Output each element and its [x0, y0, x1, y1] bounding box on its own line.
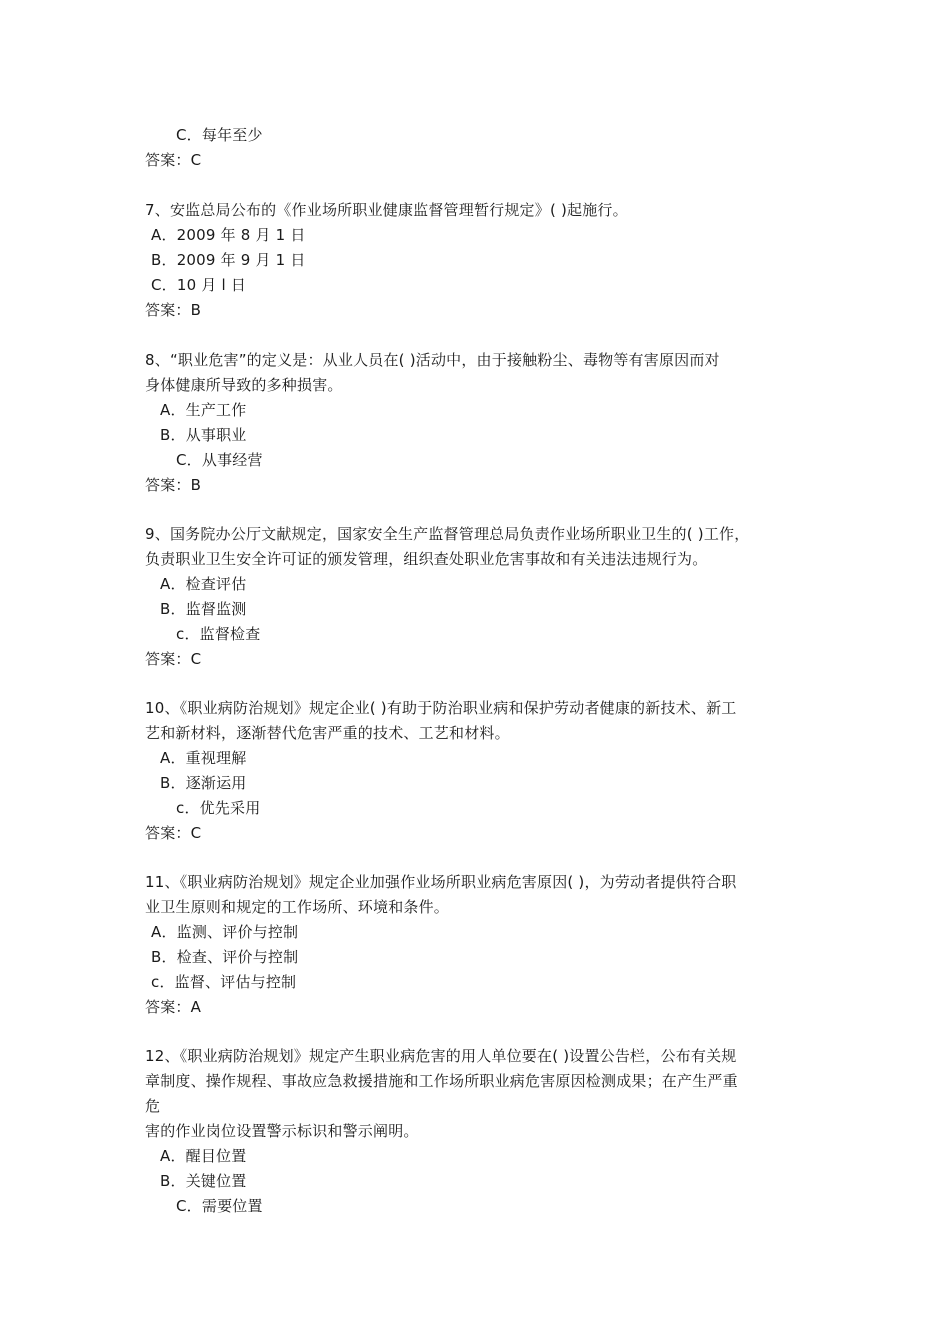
question-stem: 8、“职业危害”的定义是：从业人员在( )活动中，由于接触粉尘、毒物等有害原因而对	[145, 351, 720, 369]
option-a: A．2009 年 8 月 1 日	[151, 226, 306, 244]
question-stem: 章制度、操作规程、事故应急救援措施和工作场所职业病危害原因检测成果；在产生严重	[145, 1072, 738, 1090]
question-stem: 危	[145, 1097, 161, 1115]
option-c: c．监督、评估与控制	[151, 973, 297, 991]
question-stem: 11、《职业病防治规划》规定企业加强作业场所职业病危害原因( )，为劳动者提供符合职	[145, 873, 737, 891]
question-stem: 害的作业岗位设置警示标识和警示阐明。	[145, 1122, 419, 1140]
question-stem: 业卫生原则和规定的工作场所、环境和条件。	[145, 898, 450, 916]
answer: 答案：B	[145, 301, 202, 319]
option-a: A．监测、评价与控制	[151, 923, 299, 941]
option-a: A．生产工作	[160, 401, 247, 419]
answer: 答案：C	[145, 824, 202, 842]
option-c: c．监督检查	[176, 625, 261, 643]
option-c: C．从事经营	[176, 451, 263, 469]
question-stem: 12、《职业病防治规划》规定产生职业病危害的用人单位要在( )设置公告栏，公布有关规	[145, 1047, 737, 1065]
option-c: C．需要位置	[176, 1197, 263, 1215]
option-b: B．2009 年 9 月 1 日	[151, 251, 306, 269]
question-stem: 7、安监总局公布的《作业场所职业健康监督管理暂行规定》( )起施行。	[145, 201, 628, 219]
option-c: C．10 月 l 日	[151, 276, 247, 294]
option-c: C．每年至少	[176, 126, 263, 144]
option-a: A．醒目位置	[160, 1147, 247, 1165]
question-stem: 10、《职业病防治规划》规定企业( )有助于防治职业病和保护劳动者健康的新技术、新工	[145, 699, 737, 717]
option-a: A．重视理解	[160, 749, 247, 767]
answer: 答案：A	[145, 998, 202, 1016]
option-b: B．检查、评价与控制	[151, 948, 299, 966]
option-b: B．监督监测	[160, 600, 247, 618]
question-stem: 负责职业卫生安全许可证的颁发管理，组织查处职业危害事故和有关违法违规行为。	[145, 550, 708, 568]
answer: 答案：C	[145, 650, 202, 668]
question-stem: 身体健康所导致的多种损害。	[145, 376, 343, 394]
question-stem: 9、国务院办公厅文献规定，国家安全生产监督管理总局负责作业场所职业卫生的( )工作，	[145, 525, 750, 543]
option-a: A．检查评估	[160, 575, 247, 593]
option-b: B．从事职业	[160, 426, 247, 444]
answer: 答案：B	[145, 476, 202, 494]
answer: 答案：C	[145, 151, 202, 169]
option-b: B．逐渐运用	[160, 774, 247, 792]
option-c: c．优先采用	[176, 799, 261, 817]
option-b: B．关键位置	[160, 1172, 247, 1190]
question-stem: 艺和新材料，逐渐替代危害严重的技术、工艺和材料。	[145, 724, 510, 742]
